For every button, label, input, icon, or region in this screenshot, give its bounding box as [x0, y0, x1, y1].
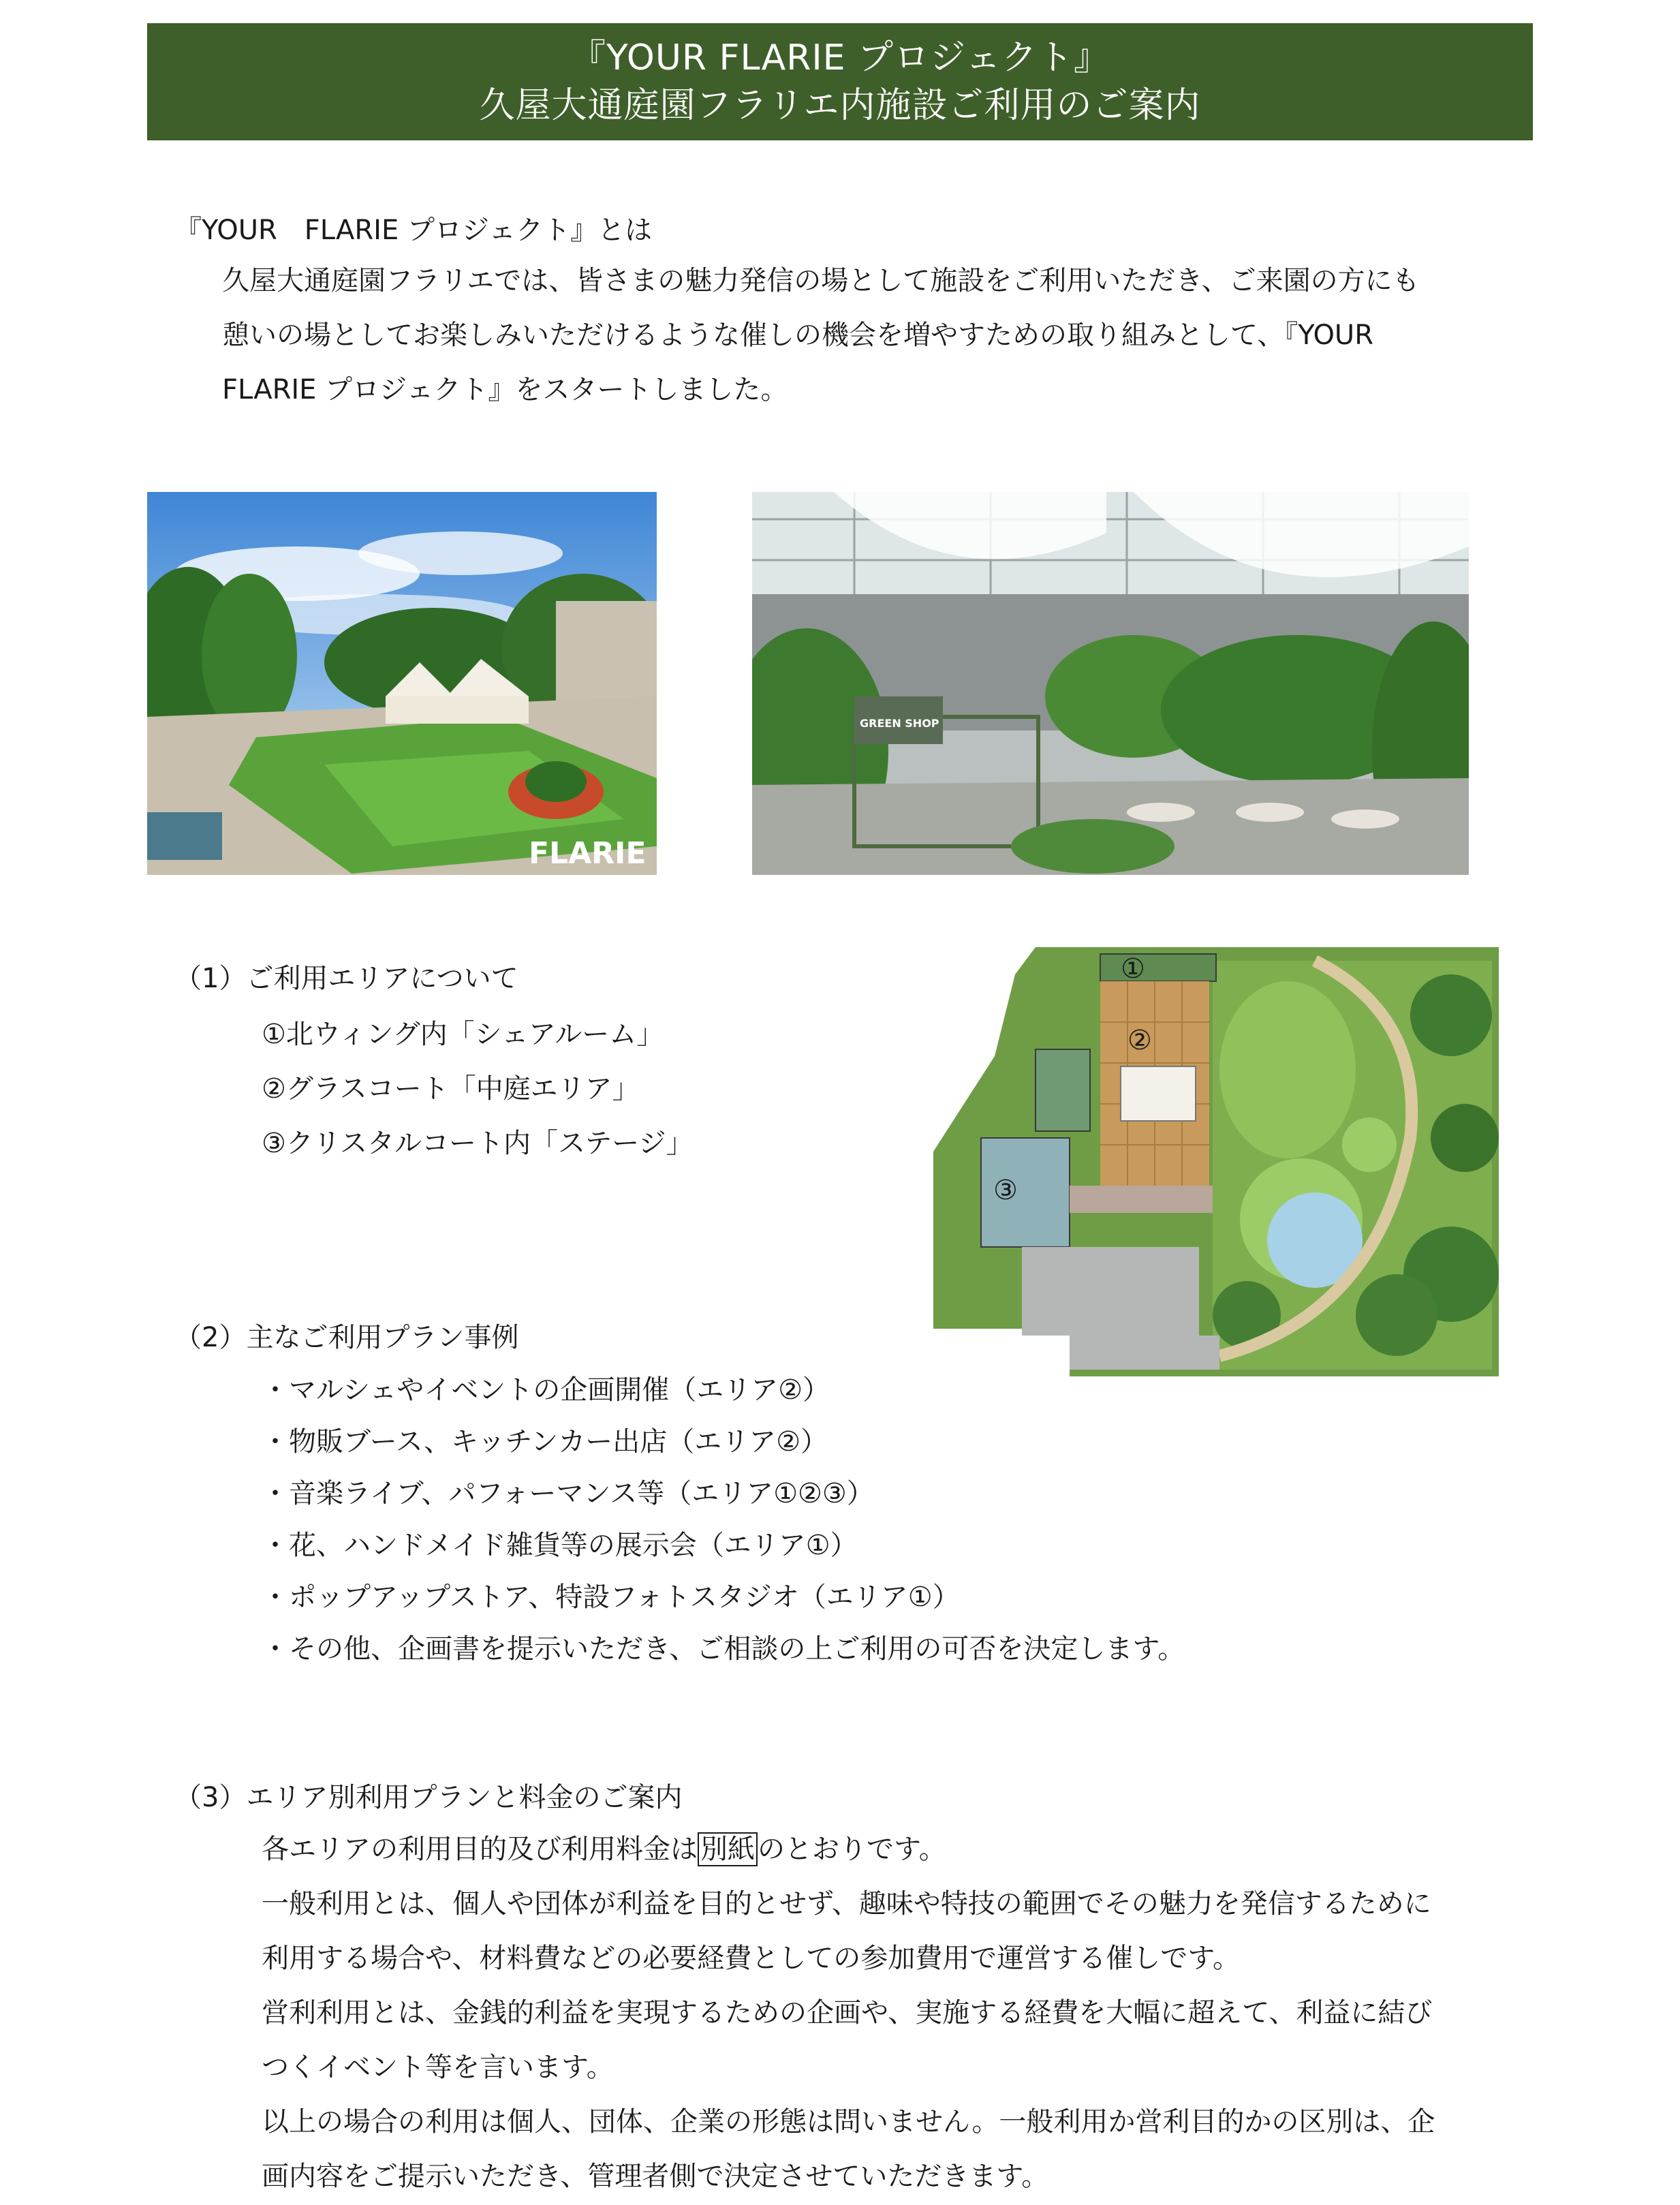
fee-reference-tail: のとおりです。: [758, 1834, 946, 1865]
usage-definition-line: 営利利用とは、金銭的利益を実現するための企画や、実施する経費を大幅に超えて、利益に結び: [262, 1997, 1433, 2029]
plan-item: ・音楽ライブ、パフォーマンス等（エリア①②③）: [262, 1478, 874, 1509]
indoor-glasscourt-photo: [752, 492, 1469, 875]
map-marker-area2: ②: [1127, 1025, 1152, 1056]
outdoor-garden-photo: [147, 492, 657, 875]
indoor-glasscourt-illustration: [752, 492, 1469, 875]
usage-definition-line: 画内容をご提示いただき、管理者側で決定させていただきます。: [262, 2161, 1049, 2192]
section2-list: [262, 1364, 1185, 1675]
plan-item: ・物販ブース、キッチンカー出店（エリア②）: [262, 1426, 828, 1458]
area-item: ①北ウィング内「シェアルーム」: [262, 1019, 664, 1050]
title-line-1: 『YOUR FLARIE プロジェクト』: [570, 37, 1110, 78]
section2-heading: （2）主なご利用プラン事例: [174, 1322, 519, 1353]
green-shop-sign: GREEN SHOP: [860, 717, 939, 730]
plan-item: ・花、ハンドメイド雑貨等の展示会（エリア①）: [262, 1530, 858, 1561]
section1-list: [262, 1007, 693, 1171]
map-marker-area3: ③: [993, 1175, 1018, 1206]
usage-definition-line: 利用する場合や、材料費などの必要経費としての参加費用で運営する催しです。: [262, 1943, 1240, 1974]
usage-definition-line: つくイベント等を言います。: [262, 2052, 614, 2083]
site-map: [933, 934, 1512, 1376]
section1-heading: （1）ご利用エリアについて: [174, 963, 518, 994]
flarie-logo-text: FLARIE: [529, 836, 647, 871]
intro-line: FLARIE プロジェクト』をスタートしました。: [222, 374, 788, 405]
area-item: ③クリスタルコート内「ステージ」: [262, 1128, 694, 1159]
outdoor-garden-illustration: [147, 492, 657, 875]
usage-definition-line: 一般利用とは、個人や団体が利益を目的とせず、趣味や特技の範囲でその魅力を発信するために: [262, 1888, 1431, 1919]
section3-heading: （3）エリア別利用プランと料金のご案内: [174, 1782, 683, 1813]
intro-heading: 『YOUR FLARIE プロジェクト』とは: [174, 215, 653, 246]
intro-line: 久屋大通庭園フラリエでは、皆さまの魅力発信の場として施設をご利用いただき、ご来園の方にも: [222, 265, 1420, 296]
title-line-2: 久屋大通庭園フラリエ内施設ご利用のご案内: [479, 85, 1201, 126]
title-banner: [147, 23, 1533, 140]
site-map-illustration: [933, 934, 1512, 1376]
area-item: ②グラスコート「中庭エリア」: [262, 1073, 640, 1105]
plan-item: ・ポップアップストア、特設フォトスタジオ（エリア①）: [262, 1582, 960, 1613]
plan-item: ・その他、企画書を提示いただき、ご相談の上ご利用の可否を決定します。: [262, 1633, 1185, 1665]
plan-item: ・マルシェやイベントの企画開催（エリア②）: [262, 1374, 830, 1406]
usage-definition-line: 以上の場合の利用は個人、団体、企業の形態は問いません。一般利用か営利目的かの区別は、企: [262, 2106, 1435, 2138]
map-marker-area1: ①: [1121, 953, 1145, 985]
attachment-reference: 別紙: [698, 1832, 758, 1866]
intro-paragraph: [222, 253, 1420, 417]
fee-reference-text: 各エリアの利用目的及び利用料金は: [262, 1834, 698, 1865]
fee-reference-line: [262, 1822, 1435, 1877]
section3-paragraph: [262, 1822, 1435, 2204]
intro-line: 憩いの場としてお楽しみいただけるような催しの機会を増やすための取り組みとして、『YOUR: [222, 320, 1373, 351]
